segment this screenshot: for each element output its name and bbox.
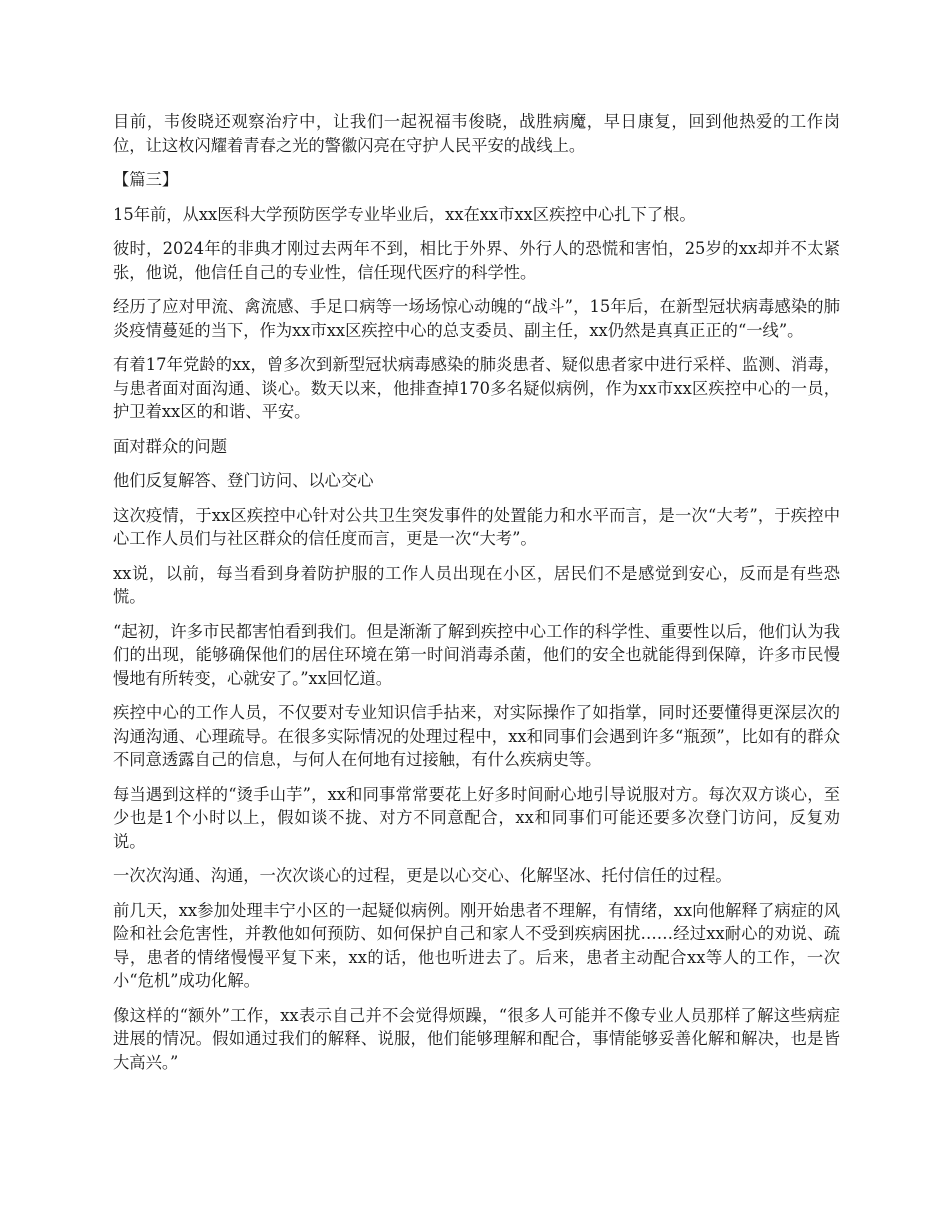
paragraph: 彼时，2024年的非典才刚过去两年不到，相比于外界、外行人的恐慌和害怕，25岁的xx却并不太紧张，他说，他信任自己的专业性，信任现代医疗的科学性。 bbox=[113, 239, 840, 282]
paragraph: 疾控中心的工作人员，不仅要对专业知识信手拈来，对实际操作了如指掌，同时还要懂得更深层次的沟通沟通、心理疏导。在很多实际情况的处理过程中，xx和同事们会遇到许多“瓶颈”，比如有的群众不同意透露自己的信息，与何人在何地有过接触，有什么疾病史等。 bbox=[113, 703, 840, 769]
subheading: 面对群众的问题 bbox=[113, 436, 227, 456]
article-body bbox=[113, 110, 840, 1085]
section-heading: 【篇三】 bbox=[113, 170, 179, 189]
paragraph: xx说，以前，每当看到身着防护服的工作人员出现在小区，居民们不是感觉到安心，反而是有些恐慌。 bbox=[113, 563, 840, 606]
paragraph: 每当遇到这样的“烫手山芋”，xx和同事常常要花上好多时间耐心地引导说服对方。每次双方谈心，至少也是1个小时以上，假如谈不拢、对方不同意配合，xx和同事们可能还要多次登门访问，反复劝说。 bbox=[113, 784, 840, 851]
paragraph: 像这样的“额外”工作，xx表示自己并不会觉得烦躁，“很多人可能并不像专业人员那样了解这些病症进展的情况。假如通过我们的解释、说服，他们能够理解和配合，事情能够妥善化解和解决，也是皆大高兴。” bbox=[113, 1005, 840, 1072]
paragraph: 15年前，从xx医科大学预防医学专业毕业后，xx在xx市xx区疾控中心扎下了根。 bbox=[113, 204, 696, 224]
subheading: 他们反复解答、登门访问、以心交心 bbox=[113, 471, 374, 490]
paragraph: 前几天，xx参加处理丰宁小区的一起疑似病例。刚开始患者不理解，有情绪，xx向他解释了病症的风险和社会危害性，并教他如何预防、如何保护自己和家人不受到疾病困扰……经过xx耐心的劝说、疏导，患者的情绪慢慢平复下来，xx的话，他也听进去了。后来，患者主动配合xx等人的工作，一次小“危机”成功化解。 bbox=[113, 900, 840, 990]
paragraph: 一次次沟通、沟通，一次次谈心的过程，更是以心交心、化解坚冰、托付信任的过程。 bbox=[113, 866, 732, 885]
paragraph: “起初，许多市民都害怕看到我们。但是渐渐了解到疾控中心工作的科学性、重要性以后，他们认为我们的出现，能够确保他们的居住环境在第一时间消毒杀菌，他们的安全也就能得到保障，许多市民慢慢地有所转变，心就安了。”xx回忆道。 bbox=[113, 621, 840, 688]
paragraph: 目前，韦俊晓还观察治疗中，让我们一起祝福韦俊晓，战胜病魔，早日康复，回到他热爱的工作岗位，让这枚闪耀着青春之光的警徽闪亮在守护人民平安的战线上。 bbox=[113, 112, 840, 155]
paragraph: 有着17年党龄的xx，曾多次到新型冠状病毒感染的肺炎患者、疑似患者家中进行采样、监测、消毒，与患者面对面沟通、谈心。数天以来，他排查掉170多名疑似病例，作为xx市xx区疾控中心的一员，护卫着xx区的和谐、平安。 bbox=[113, 355, 840, 421]
paragraph: 经历了应对甲流、禽流感、手足口病等一场场惊心动魄的“战斗”，15年后，在新型冠状病毒感染的肺炎疫情蔓延的当下，作为xx市xx区疾控中心的总支委员、副主任，xx仍然是真真正正的“一线”。 bbox=[113, 297, 840, 340]
paragraph: 这次疫情，于xx区疾控中心针对公共卫生突发事件的处置能力和水平而言，是一次“大考”，于疾控中心工作人员们与社区群众的信任度而言，更是一次“大考”。 bbox=[113, 505, 840, 548]
